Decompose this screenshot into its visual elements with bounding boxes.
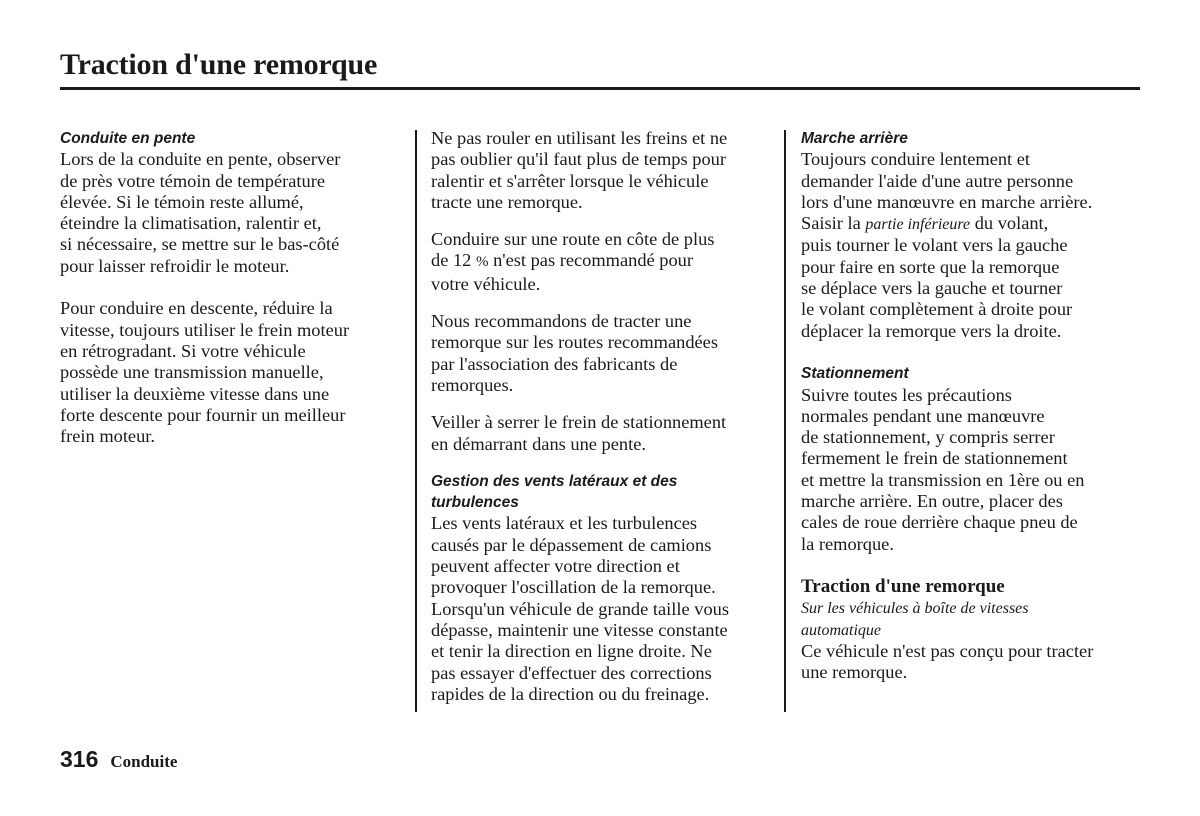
column-middle xyxy=(431,128,779,705)
paragraph-descente: Pour conduire en descente, réduire la vitesse, toujours utiliser le frein moteur en rétrogradant. Si votre véhicule possède une transmission manuelle, utiliser la deuxième vitesse dans une forte descente pour fournir un meilleur frein moteur. xyxy=(60,298,350,447)
subheading-conduite-en-pente: Conduite en pente xyxy=(60,130,196,147)
page-footer xyxy=(60,746,177,773)
paragraph-marche-arriere: Toujours conduire lentement et demander l'aide d'une autre personne lors d'une manœuvre en marche arrière. Saisir la partie inférieure du volant, puis tourner le volant vers la gauche pour faire en sorte que la remorque se déplace vers la gauche et tourner le volant complètement à droite pour déplacer la remorque vers la droite. xyxy=(801,149,1093,341)
column-left xyxy=(60,128,398,447)
paragraph-frein-stationnement: Veiller à serrer le frein de stationnement en démarrant dans une pente. xyxy=(431,412,727,454)
column-right xyxy=(801,128,1146,683)
page-title: Traction d'une remorque xyxy=(60,48,378,81)
paragraph-pente: Lors de la conduite en pente, observer de près votre témoin de température élevée. Si le témoin reste allumé, éteindre la climatisation, ralentir et, si nécessaire, se mettre sur le bas-côté pour laisser refroidir le moteur. xyxy=(60,149,341,276)
paragraph-cote: Conduire sur une route en côte de plus de 12 % n'est pas recommandé pour votre véhicule. xyxy=(431,229,715,294)
heading-traction: Traction d'une remorque xyxy=(801,576,1005,598)
paragraph-freins: Ne pas rouler en utilisant les freins et ne pas oublier qu'il faut plus de temps pour ralentir et s'arrêter lorsque le véhicule tracte une remorque. xyxy=(431,128,728,212)
paragraph-stationnement: Suivre toutes les précautions normales pendant une manœuvre de stationnement, y compris serrer fermement le frein de stationnement et mettre la transmission en 1ère ou en marche arrière. En outre, placer des cales de roue derrière chaque pneu de la remorque. xyxy=(801,384,1085,554)
subheading-vents: Gestion des vents latéraux et des turbulences xyxy=(431,472,678,512)
note-boite-automatique: Sur les véhicules à boîte de vitesses automatique xyxy=(801,600,1029,639)
section-name: Conduite xyxy=(110,752,178,771)
column-divider xyxy=(415,130,417,712)
paragraph-automatique: Ce véhicule n'est pas conçu pour tracter une remorque. xyxy=(801,640,1094,683)
page-number: 316 xyxy=(60,746,99,772)
paragraph-vents: Les vents latéraux et les turbulences causés par le dépassement de camions peuvent affecter votre direction et provoquer l'oscillation de la remorque. Lorsqu'un véhicule de grande taille vous dépasse, maintenir une vitesse constante et tenir la direction en ligne droite. Ne pas essayer d'effectuer des corrections rapides de la direction ou du freinage. xyxy=(431,513,729,704)
column-divider xyxy=(784,130,786,712)
paragraph-routes: Nous recommandons de tracter une remorque sur les routes recommandées par l'association des fabricants de remorques. xyxy=(431,311,718,395)
subheading-marche-arriere: Marche arrière xyxy=(801,130,908,147)
subheading-stationnement: Stationnement xyxy=(801,365,909,383)
title-rule xyxy=(60,87,1140,90)
